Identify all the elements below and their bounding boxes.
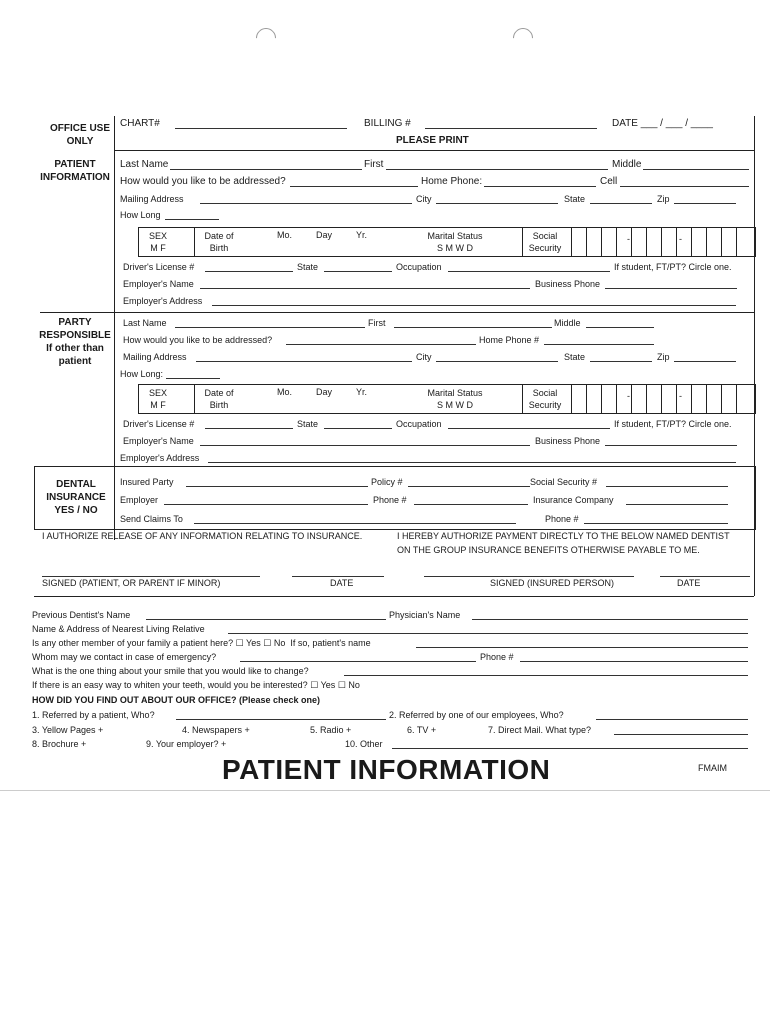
patient-business-phone-label: Business Phone [535, 279, 601, 289]
resp-employer-address-field[interactable] [208, 462, 736, 463]
resp-student-label: If student, FT/PT? Circle one. [614, 419, 732, 429]
ref3-label[interactable]: 3. Yellow Pages + [32, 725, 104, 735]
smile-field[interactable] [344, 675, 748, 676]
ins-claims-phone-label: Phone # [545, 514, 579, 524]
ref9-label[interactable]: 9. Your employer? + [146, 739, 227, 749]
billing-label: BILLING # [364, 118, 411, 129]
emergency-field[interactable] [240, 661, 476, 662]
patient-addressed-field[interactable] [290, 186, 418, 187]
resp-occupation-label: Occupation [396, 419, 442, 429]
resp-middle-label: Middle [554, 318, 581, 328]
patient-yr[interactable]: Yr. [356, 230, 368, 240]
resp-dl-state-field[interactable] [324, 428, 392, 429]
relative-label: Name & Address of Nearest Living Relative [32, 624, 205, 634]
ins-company-label: Insurance Company [533, 495, 614, 505]
resp-middle-field[interactable] [586, 327, 654, 328]
resp-employer-label: Employer's Name [123, 436, 194, 446]
resp-city-label: City [416, 352, 432, 362]
patient-last-name-label: Last Name [120, 159, 169, 170]
checkbox-yes-icon[interactable]: ☐ [235, 638, 244, 648]
patient-student-label: If student, FT/PT? Circle one. [614, 262, 732, 272]
resp-state-field[interactable] [590, 361, 652, 362]
smile-label: What is the one thing about your smile that you would like to change? [32, 666, 309, 676]
ref10-label[interactable]: 10. Other [345, 739, 383, 749]
patient-mailing-field[interactable] [200, 203, 412, 204]
resp-state-label: State [564, 352, 586, 362]
patient-section-rule [40, 312, 754, 313]
patient-zip-field[interactable] [674, 203, 736, 204]
emergency-phone-field[interactable] [520, 661, 748, 662]
ins-insured-field[interactable] [186, 486, 368, 487]
resp-mailing-label: Mailing Address [123, 352, 187, 362]
resp-sex: SEX M F [148, 388, 167, 410]
ins-ssn-field[interactable] [606, 486, 728, 487]
physician-field[interactable] [472, 619, 748, 620]
signature-patient-field[interactable] [42, 576, 260, 577]
resp-mailing-field[interactable] [196, 361, 412, 362]
header-rule [114, 150, 754, 151]
ins-employer-label: Employer [120, 495, 159, 505]
resp-addressed-label: How would you like to be addressed? [123, 335, 273, 345]
ref7-field[interactable] [614, 734, 748, 735]
resp-business-phone-label: Business Phone [535, 436, 601, 446]
chart-label: CHART# [120, 118, 160, 129]
patient-cell-field[interactable] [620, 186, 749, 187]
resp-dob: Date of Birth [204, 388, 234, 410]
resp-yr[interactable]: Yr. [356, 387, 368, 397]
patient-last-name-field[interactable] [170, 169, 362, 170]
resp-business-phone-field[interactable] [605, 445, 737, 446]
resp-addressed-field[interactable] [286, 344, 476, 345]
ins-ssn-label: Social Security # [530, 477, 598, 487]
patient-addressed-label: How would you like to be addressed? [120, 176, 286, 187]
patient-occupation-label: Occupation [396, 262, 442, 272]
patient-dob: Date of Birth [204, 231, 234, 253]
ins-policy-field[interactable] [408, 486, 530, 487]
prev-dentist-field[interactable] [146, 619, 386, 620]
prev-dentist-label: Previous Dentist's Name [32, 610, 131, 620]
relative-field[interactable] [228, 633, 748, 634]
resp-first-label: First [368, 318, 386, 328]
signature-date1-field[interactable] [292, 576, 384, 577]
resp-employer-address-label: Employer's Address [120, 453, 200, 463]
authorize-payment-2: ON THE GROUP INSURANCE BENEFITS OTHERWISE PAYABLE TO ME. [397, 545, 700, 555]
patient-dl-state-field[interactable] [324, 271, 392, 272]
family-member-label: Is any other member of your family a patient here? ☐ Yes ☐ No If so, patient's name [32, 638, 371, 648]
date2-label: DATE [677, 578, 701, 588]
signed-insured-label: SIGNED (INSURED PERSON) [490, 578, 615, 588]
patient-employer-field[interactable] [200, 288, 530, 289]
resp-employer-field[interactable] [200, 445, 530, 446]
page-title: PATIENT INFORMATION [222, 754, 551, 785]
resp-zip-field[interactable] [674, 361, 736, 362]
emergency-label: Whom may we contact in case of emergency? [32, 652, 217, 662]
patient-employer-address-label: Employer's Address [123, 296, 203, 306]
patient-section-label: PATIENT INFORMATION [40, 159, 110, 183]
patient-how-long-label: How Long [120, 210, 161, 220]
resp-last-name-label: Last Name [123, 318, 167, 328]
resp-dl-label: Driver's License # [123, 419, 195, 429]
patient-home-phone-field[interactable] [484, 186, 596, 187]
patient-state-label: State [564, 194, 586, 204]
signed-patient-label: SIGNED (PATIENT, OR PARENT IF MINOR) [42, 578, 221, 588]
punch-hole-right [509, 24, 537, 52]
patient-employer-address-field[interactable] [212, 305, 736, 306]
patient-middle-label: Middle [612, 159, 642, 170]
patient-marital: Marital Status S M W D [427, 231, 483, 253]
patient-first-label: First [364, 159, 384, 170]
checkbox-no-icon[interactable]: ☐ [263, 638, 272, 648]
responsible-section-label: PARTY RESPONSIBLE If other than patient [39, 317, 111, 367]
patient-first-field[interactable] [386, 169, 608, 170]
patient-occupation-field[interactable] [448, 271, 610, 272]
patient-state-field[interactable] [590, 203, 652, 204]
patient-day[interactable]: Day [316, 230, 333, 240]
resp-marital: Marital Status S M W D [427, 388, 483, 410]
patient-home-phone-label: Home Phone: [421, 176, 483, 187]
emergency-phone-label: Phone # [480, 652, 514, 662]
resp-dl-state-label: State [297, 419, 319, 429]
ref1-label[interactable]: 1. Referred by a patient, Who? [32, 710, 155, 720]
patient-mo[interactable]: Mo. [277, 230, 293, 240]
resp-zip-label: Zip [657, 352, 670, 362]
ins-send-claims-field[interactable] [194, 523, 516, 524]
resp-city-field[interactable] [436, 361, 558, 362]
date-label: DATE ___ / ___ / ____ [612, 118, 713, 129]
ref2-label[interactable]: 2. Referred by one of our employees, Who? [389, 710, 564, 720]
ref8-label[interactable]: 8. Brochure + [32, 739, 87, 749]
resp-how-long-label: How Long: [120, 369, 164, 379]
physician-label: Physician's Name [389, 610, 461, 620]
billing-field[interactable] [425, 128, 597, 129]
patient-mailing-label: Mailing Address [120, 194, 184, 204]
patient-social: Social Security [528, 231, 562, 253]
date1-label: DATE [330, 578, 354, 588]
punch-hole-left [252, 24, 280, 52]
signature-insured-field[interactable] [424, 576, 634, 577]
patient-employer-label: Employer's Name [123, 279, 194, 289]
how-find-label: HOW DID YOU FIND OUT ABOUT OUR OFFICE? (Please check one) [32, 695, 321, 705]
ref5-label[interactable]: 5. Radio + [310, 725, 352, 735]
right-border [754, 116, 755, 596]
resp-home-phone-field[interactable] [544, 344, 654, 345]
ins-send-claims-label: Send Claims To [120, 514, 183, 524]
ins-employer-field[interactable] [164, 504, 368, 505]
signature-date2-field[interactable] [660, 576, 750, 577]
chart-field[interactable] [175, 128, 347, 129]
ins-insured-label: Insured Party [120, 477, 174, 487]
ins-claims-phone-field[interactable] [584, 523, 728, 524]
ins-phone-label: Phone # [373, 495, 407, 505]
patient-city-field[interactable] [436, 203, 558, 204]
resp-dl-field[interactable] [205, 428, 293, 429]
ref4-label[interactable]: 4. Newspapers + [182, 725, 250, 735]
page-edge [0, 790, 770, 791]
office-use-label: OFFICE USE ONLY [50, 123, 111, 147]
insurance-section-label: DENTAL INSURANCE YES / NO [46, 479, 106, 516]
patient-dl-state-label: State [297, 262, 319, 272]
resp-home-phone-label: Home Phone # [479, 335, 540, 345]
authorize-release: I AUTHORIZE RELEASE OF ANY INFORMATION RELATING TO INSURANCE. [42, 531, 363, 541]
patient-zip-label: Zip [657, 194, 670, 204]
resp-first-field[interactable] [394, 327, 552, 328]
ins-phone-field[interactable] [414, 504, 528, 505]
resp-mo[interactable]: Mo. [277, 387, 293, 397]
patient-city-label: City [416, 194, 432, 204]
whiten-label: If there is an easy way to whiten your teeth, would you be interested? ☐ Yes ☐ No [32, 680, 360, 690]
checkbox-yes2-icon[interactable]: ☐ [310, 680, 319, 690]
patient-dl-label: Driver's License # [123, 262, 195, 272]
ref10-field[interactable] [392, 748, 748, 749]
family-member-field[interactable] [416, 647, 748, 648]
form-code: FMAIM [698, 763, 727, 773]
checkbox-no2-icon[interactable]: ☐ [337, 680, 346, 690]
ref6-label[interactable]: 6. TV + [407, 725, 437, 735]
ref7-label[interactable]: 7. Direct Mail. What type? [488, 725, 592, 735]
resp-occupation-field[interactable] [448, 428, 610, 429]
patient-how-long-field[interactable] [165, 219, 219, 220]
signature-rule [34, 596, 754, 597]
please-print: PLEASE PRINT [396, 135, 469, 146]
patient-middle-field[interactable] [643, 169, 749, 170]
patient-business-phone-field[interactable] [605, 288, 737, 289]
authorize-payment-1: I HEREBY AUTHORIZE PAYMENT DIRECTLY TO THE BELOW NAMED DENTIST [397, 531, 730, 541]
ins-company-field[interactable] [626, 504, 728, 505]
resp-day[interactable]: Day [316, 387, 333, 397]
patient-sex: SEX M F [148, 231, 167, 253]
resp-last-name-field[interactable] [175, 327, 365, 328]
patient-dl-field[interactable] [205, 271, 293, 272]
patient-cell-label: Cell [600, 176, 618, 187]
resp-how-long-field[interactable] [166, 378, 220, 379]
ins-policy-label: Policy # [371, 477, 403, 487]
resp-social: Social Security [528, 388, 562, 410]
ref2-field[interactable] [596, 719, 748, 720]
ref1-field[interactable] [176, 719, 386, 720]
